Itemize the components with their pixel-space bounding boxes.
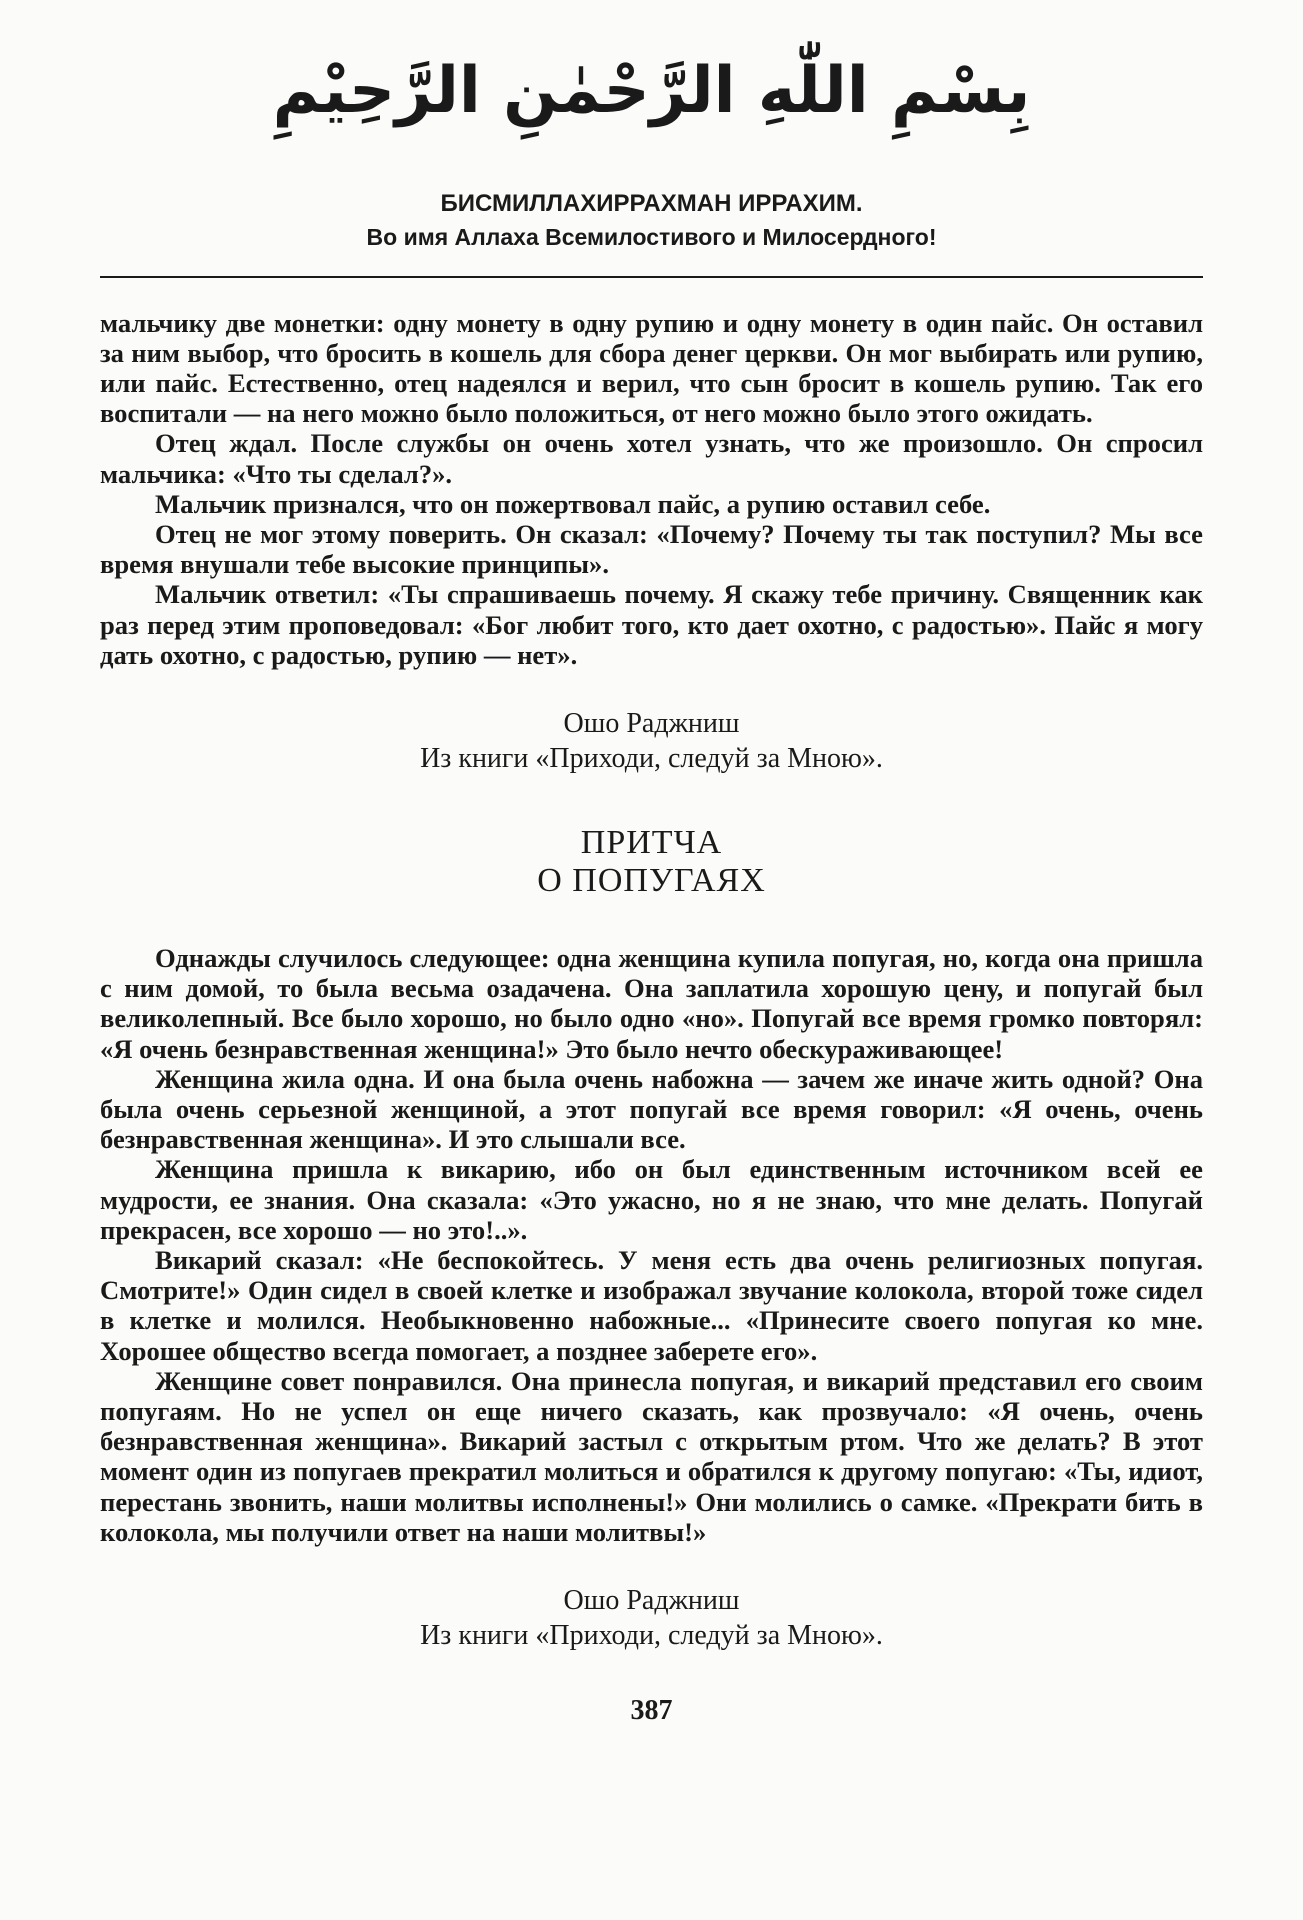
story1-source: Из книги «Приходи, следуй за Мною». <box>420 742 883 774</box>
story1-paragraph-1: мальчику две монетки: одну монету в одну рупию и одну монету в один пайс. Он оставил за ним выбор, что бросить в кошель для сбора денег церкви. Он мог выбирать или рупию, или пайс. Естественно, отец надеялся и верил, что сын бросит в кошель рупию. Так его воспитали — на него можно было положиться, от него можно было этого ожидать. <box>100 307 1203 429</box>
header-divider <box>100 276 1203 278</box>
story2-paragraph-3: Женщина пришла к викарию, ибо он был единственным источником всей ее мудрости, ее знания. Она сказала: «Это ужасно, но я не знаю, что мне делать. Попугай прекрасен, все хорошо — но это!..». <box>100 1154 1203 1245</box>
story2-paragraph-5: Женщине совет понравился. Она принесла попугая, и викарий представил его своим попугаям. Но не успел он еще ничего сказать, как прозвучало: «Я очень, очень безнравственная женщина». Викарий застыл с открытым ртом. Что же делать? В этот момент один из попугаев прекратил молиться и обратился к другому попугаю: «Ты, идиот, перестань звонить, наши молитвы исполнены!» Они молились о самке. «Прекрати бить в колокола, мы получили ответ на наши молитвы!» <box>100 1365 1203 1547</box>
bismillah-calligraphy: بِسْمِ اللّٰهِ الرَّحْمٰنِ الرَّحِيْمِ <box>272 54 1031 128</box>
story2-paragraph-2: Женщина жила одна. И она была очень набожна — зачем же иначе жить одной? Она была очень серьезной женщиной, а этот попугай все время говорил: «Я очень, очень безнравственная женщина». И это слышали все. <box>100 1063 1203 1155</box>
story2-author: Ошо Раджниш <box>563 1585 740 1617</box>
story1-paragraph-4: Отец не мог этому поверить. Он сказал: «Почему? Почему ты так поступил? Мы все время внушали тебе высокие принципы». <box>100 518 1203 580</box>
header-transliteration: БИСМИЛЛАХИРРАХМАН ИРРАХИМ. <box>440 190 863 217</box>
story1-credit <box>100 706 1203 776</box>
story2-title <box>100 824 1203 900</box>
story2-text <box>100 943 1203 1547</box>
page-number: 387 <box>630 1695 673 1727</box>
story1-author: Ошо Раджниш <box>563 707 740 739</box>
page-header <box>100 0 1203 252</box>
story2-paragraph-1: Однажды случилось следующее: одна женщина купила попугая, но, когда она пришла с ним домой, то была весьма озадачена. Она заплатила хорошую цену, и попугай был великолепный. Все было хорошо, но было одно «но». Попугай все время громко повторял: «Я очень безнравственная женщина!» Это было нечто обескураживающее! <box>100 942 1203 1064</box>
story1-paragraph-3: Мальчик признался, что он пожертвовал пайс, а рупию оставил себе. <box>155 488 991 519</box>
header-translation: Во имя Аллаха Всемилостивого и Милосердного! <box>366 223 937 250</box>
story2-title-line2: О ПОПУГАЯХ <box>537 861 766 899</box>
story2-source: Из книги «Приходи, следуй за Мною». <box>420 1620 883 1652</box>
story2-paragraph-4: Викарий сказал: «Не беспокойтесь. У меня есть два очень религиозных попугая. Смотрите!» Один сидел в своей клетке и изображал звучание колокола, второй тоже сидел в клетке и молился. Необыкновенно набожные... «Принесите своего попугая ко мне. Хорошее общество всегда помогает, а позднее заберете его». <box>100 1245 1203 1366</box>
story2-credit <box>100 1583 1203 1653</box>
story2-title-line1: ПРИТЧА <box>580 823 723 861</box>
story1-text <box>100 308 1203 670</box>
story1-paragraph-5: Мальчик ответил: «Ты спрашиваешь почему. Я скажу тебе причину. Священник как раз перед этим проповедовал: «Бог любит того, кто дает охотно, с радостью». Пайс я могу дать охотно, с радостью, рупию — нет». <box>100 579 1203 670</box>
story1-paragraph-2: Отец ждал. После службы он очень хотел узнать, что же произошло. Он спросил мальчика: «Что ты сделал?». <box>100 428 1203 489</box>
